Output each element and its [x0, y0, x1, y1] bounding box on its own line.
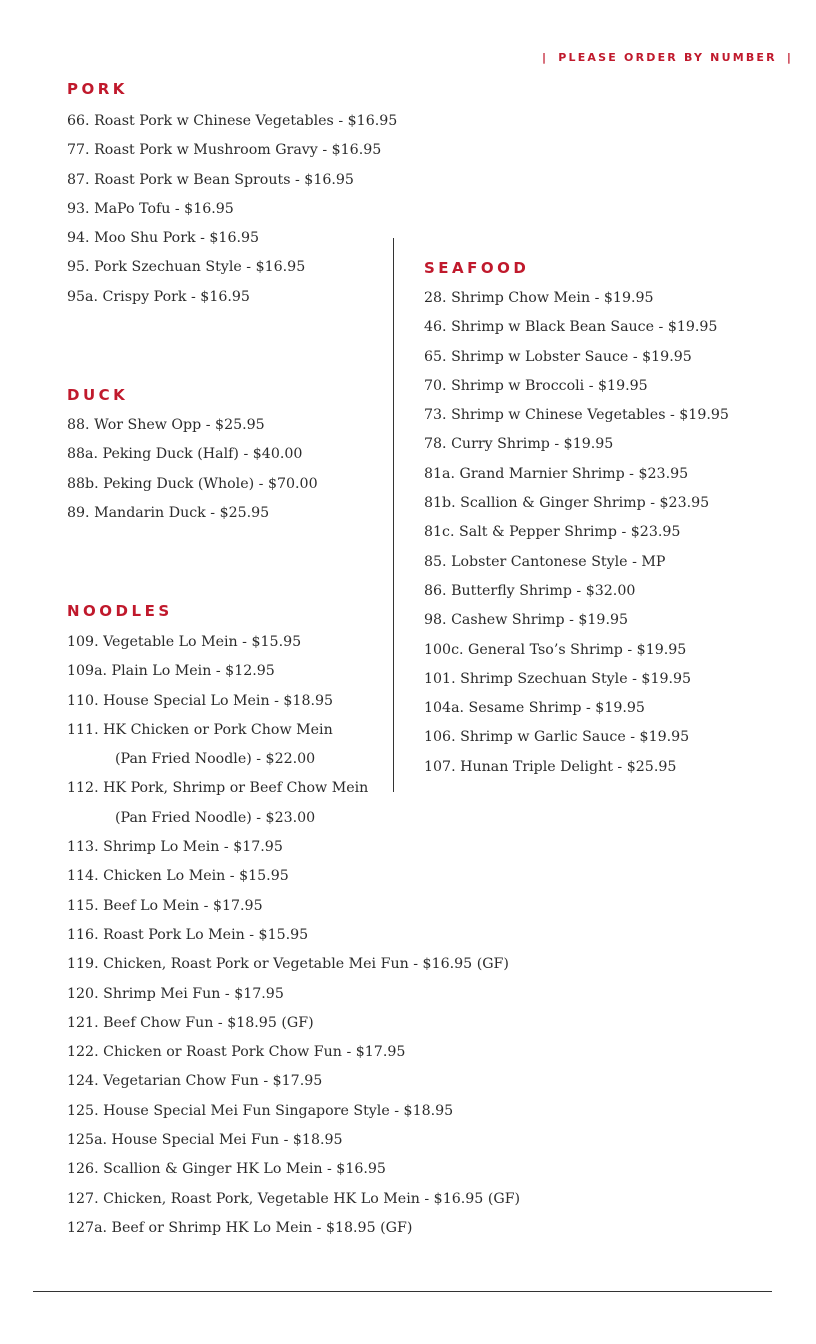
menu-item: 88b. Peking Duck (Whole) - $70.00 [67, 475, 318, 492]
menu-item-continuation-text: (Pan Fried Noodle) - $22.00 [115, 751, 316, 768]
menu-item: 109. Vegetable Lo Mein - $15.95 [67, 634, 302, 650]
menu-item: 28. Shrimp Chow Mein - $19.95 [424, 290, 654, 306]
menu-item: 104a. Sesame Shrimp - $19.95 [424, 700, 645, 717]
menu-item: 88a. Peking Duck (Half) - $40.00 [67, 446, 303, 463]
menu-item: 115. Beef Lo Mein - $17.95 [67, 897, 263, 914]
menu-item: 98. Cashew Shrimp - $19.95 [424, 612, 629, 629]
menu-item: 89. Mandarin Duck - $25.95 [67, 504, 270, 521]
menu-item: 122. Chicken or Roast Pork Chow Fun - $17.95 [67, 1044, 406, 1061]
bottom-rule [33, 1291, 772, 1292]
menu-item: 77. Roast Pork w Mushroom Gravy - $16.95 [67, 142, 382, 159]
column-divider [393, 238, 394, 792]
order-by-number-note [538, 51, 797, 64]
menu-item: 81c. Salt & Pepper Shrimp - $23.95 [424, 524, 681, 541]
order-by-number-text: PLEASE ORDER BY NUMBER [558, 51, 777, 64]
section-title-noodles: NOODLES [67, 602, 173, 620]
menu-item: 111. HK Chicken or Pork Chow Mein [67, 721, 333, 738]
menu-item-continuation [67, 804, 520, 833]
menu-item-continuation-text: (Pan Fried Noodle) - $23.00 [115, 809, 316, 826]
menu-item: 46. Shrimp w Black Bean Sauce - $19.95 [424, 319, 718, 336]
menu-item: 121. Beef Chow Fun - $18.95 (GF) [67, 1014, 314, 1031]
menu-item: 125. House Special Mei Fun Singapore Style - $18.95 [67, 1102, 454, 1119]
section-title-pork: PORK [67, 80, 128, 98]
menu-item: 81a. Grand Marnier Shrimp - $23.95 [424, 465, 689, 482]
menu-item: 127a. Beef or Shrimp HK Lo Mein - $18.95 (GF) [67, 1219, 413, 1236]
menu-item: 100c. General Tso’s Shrimp - $19.95 [424, 641, 687, 658]
header-bar-right: | [786, 51, 794, 64]
menu-item: 87. Roast Pork w Bean Sprouts - $16.95 [67, 171, 354, 188]
menu-item: 114. Chicken Lo Mein - $15.95 [67, 868, 289, 885]
menu-item: 95. Pork Szechuan Style - $16.95 [67, 259, 306, 276]
menu-item: 107. Hunan Triple Delight - $25.95 [424, 758, 677, 775]
menu-item: 106. Shrimp w Garlic Sauce - $19.95 [424, 729, 690, 746]
menu-item: 109a. Plain Lo Mein - $12.95 [67, 663, 275, 680]
menu-item: 110. House Special Lo Mein - $18.95 [67, 692, 334, 709]
menu-item: 86. Butterfly Shrimp - $32.00 [424, 582, 636, 599]
pork-menu-list [67, 107, 397, 312]
menu-item: 120. Shrimp Mei Fun - $17.95 [67, 985, 284, 1002]
menu-item: 81b. Scallion & Ginger Shrimp - $23.95 [424, 495, 710, 512]
menu-item: 127. Chicken, Roast Pork, Vegetable HK Lo Mein - $16.95 (GF) [67, 1190, 521, 1207]
seafood-menu-list [424, 284, 729, 782]
menu-item: 112. HK Pork, Shrimp or Beef Chow Mein [67, 780, 369, 797]
menu-item: 93. MaPo Tofu - $16.95 [67, 200, 234, 217]
section-title-duck: DUCK [67, 386, 129, 404]
menu-item: 70. Shrimp w Broccoli - $19.95 [424, 377, 648, 394]
menu-item: 73. Shrimp w Chinese Vegetables - $19.95 [424, 407, 729, 424]
menu-item: 116. Roast Pork Lo Mein - $15.95 [67, 926, 309, 943]
menu-item: 119. Chicken, Roast Pork or Vegetable Mei Fun - $16.95 (GF) [67, 956, 509, 973]
menu-item: 65. Shrimp w Lobster Sauce - $19.95 [424, 348, 692, 365]
menu-item: 124. Vegetarian Chow Fun - $17.95 [67, 1073, 323, 1090]
menu-item: 126. Scallion & Ginger HK Lo Mein - $16.95 [67, 1161, 386, 1178]
menu-item: 85. Lobster Cantonese Style - MP [424, 553, 666, 570]
menu-item: 66. Roast Pork w Chinese Vegetables - $16.95 [67, 113, 398, 129]
section-title-seafood: SEAFOOD [424, 259, 530, 277]
menu-item: 78. Curry Shrimp - $19.95 [424, 436, 614, 453]
menu-item: 94. Moo Shu Pork - $16.95 [67, 230, 260, 247]
duck-menu-list [67, 411, 318, 528]
menu-item: 113. Shrimp Lo Mein - $17.95 [67, 839, 283, 856]
header-bar-left: | [542, 51, 549, 64]
menu-item: 88. Wor Shew Opp - $25.95 [67, 417, 265, 433]
menu-item: 101. Shrimp Szechuan Style - $19.95 [424, 670, 692, 687]
menu-item: 125a. House Special Mei Fun - $18.95 [67, 1132, 343, 1149]
menu-item: 95a. Crispy Pork - $16.95 [67, 288, 250, 305]
